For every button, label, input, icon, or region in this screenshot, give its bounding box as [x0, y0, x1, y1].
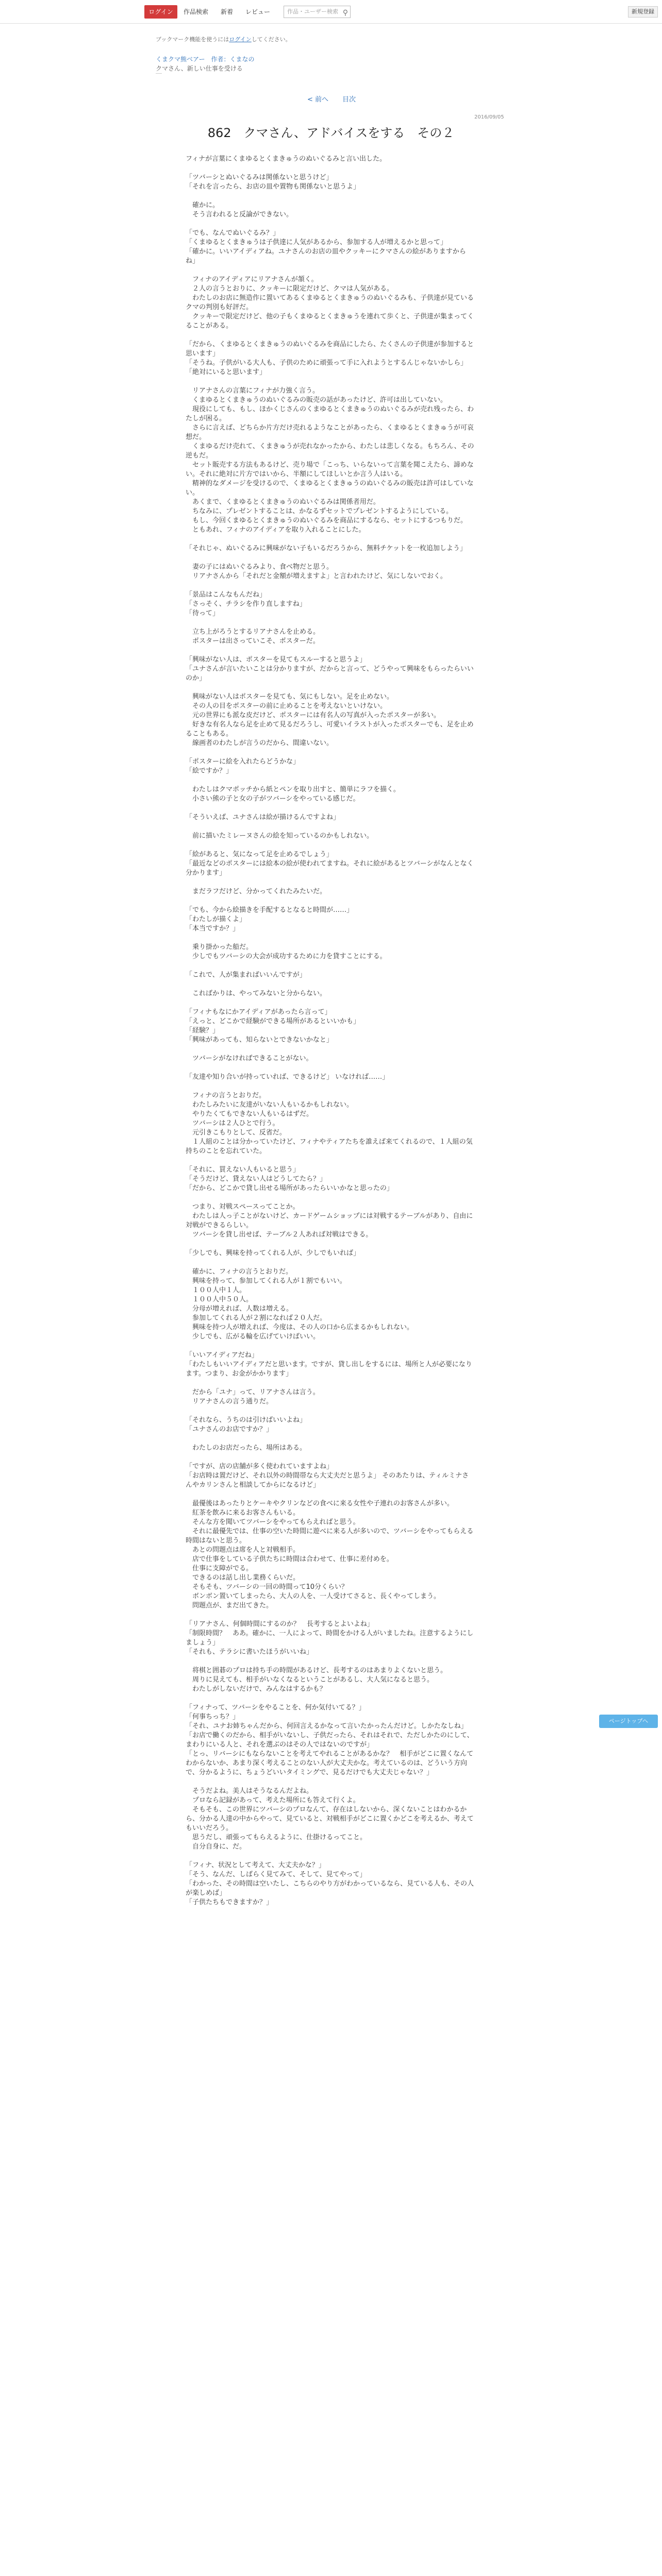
story-paragraph: つまり、対戦スペースってことか。	[186, 1203, 300, 1211]
story-paragraph: 「でも、今から絵描きを手配するとなると時間が……」	[186, 906, 354, 914]
story-paragraph	[186, 219, 474, 229]
story-paragraph	[186, 878, 474, 887]
story-paragraph: 「お店時は置だけど、それ以外の時間帯なら大丈夫だと思うよ」 そのあたりは、ティルミナさんやカリンさんと相談してからになるけど」	[186, 1472, 469, 1489]
story-paragraph	[186, 1490, 474, 1499]
story-paragraph	[186, 1777, 474, 1787]
story-paragraph	[186, 581, 474, 590]
story-paragraph: 「お店で働くのだから、相手がいないし、子供だったら、それはそれで、ただしかたのにして、まわりにいる人と、それを選ぶのはその人ではないのですが」	[186, 1732, 474, 1749]
story-paragraph: もし、今回くまゆるとくまきゅうのぬいぐるみを商品にするなら、セットにするつもりだ。	[186, 517, 467, 524]
story-paragraph	[186, 1063, 474, 1073]
story-paragraph	[186, 1453, 474, 1462]
story-paragraph: 「経験？」	[186, 1027, 220, 1035]
story-paragraph: 確かに。	[186, 201, 220, 209]
notice-login-link[interactable]: ログイン	[229, 36, 252, 43]
story-paragraph: わたしのお店だったら、場所はある。	[186, 1444, 307, 1452]
story-paragraph	[186, 998, 474, 1008]
story-paragraph: 元の世界にも派な皮だけど、ポスターには有名人の写真が入ったポスターが多い。	[186, 711, 441, 719]
publish-date: 2016/09/05	[474, 114, 504, 120]
story-paragraph: 仕事に支障がでる。	[186, 1565, 253, 1572]
story-paragraph: 「待って」	[186, 609, 220, 617]
login-button[interactable]: ログイン	[144, 5, 177, 19]
story-paragraph: そう言われると反論ができない。	[186, 211, 293, 218]
story-paragraph: 少しでもツバーシの大会が成功するために力を貸すことにする。	[186, 953, 387, 960]
story-paragraph: その人の目をポスターの前に止めることを考えないといけない。	[186, 702, 387, 710]
story-paragraph: 「わかった、その時間は空いたし、こちらのやり方がわかっているなら、見ている人も、その人が楽しめば」	[186, 1880, 474, 1897]
story-paragraph: 「そうね。子供がいる大人も、子供のために頑張って手に入れようとするんじゃないかしら」	[186, 359, 468, 367]
story-paragraph: そんな方を聞いてツバーシをやってもらえればと思う。	[186, 1518, 360, 1526]
story-paragraph	[186, 1156, 474, 1165]
breadcrumb-author[interactable]: 作者：くまなの	[211, 56, 255, 63]
story-paragraph: ポスターは出さっていこそ、ポスターだ。	[186, 637, 320, 645]
search-icon[interactable]: ⚲	[342, 9, 348, 17]
notice-text-after: してください。	[251, 36, 291, 43]
story-paragraph	[186, 1045, 474, 1054]
story-paragraph: わたしみたいに友達がいない人もいるかもしれない。	[186, 1101, 354, 1109]
story-paragraph: リアナさんの言葉にフィナが力強く言う。	[186, 387, 319, 395]
story-paragraph: 「くまゆるとくまきゅうは子供達に人気があるから、参加する人が増えるかと思って」	[186, 239, 448, 246]
story-paragraph: リアナさんの言う通りだ。	[186, 1398, 273, 1405]
story-paragraph: そもそも、この世界にツバーシのプロなんて、存在はしないから、深くないことはわかるから、分かる人達の中からやって、見ていると、対戦相手がどこに置くかどこを考えるか、考えてもいいだろう。	[186, 1806, 474, 1832]
story-paragraph: そうだよね。美人はそうなるんだよね。	[186, 1787, 313, 1795]
story-paragraph: 「少しでも、興味を持ってくれる人が、少しでもいれば」	[186, 1249, 360, 1257]
story-paragraph: 「いいアイディアだね」	[186, 1351, 258, 1359]
story-paragraph: さらに言えば、どちらか片方だけ売れるようなことがあったら、くまゆるとくまきゅうが可哀想だ。	[186, 424, 474, 441]
register-button[interactable]: 新規登録	[628, 6, 658, 18]
story-paragraph: 周りに見えても、相手がいなくなるということがあるし、大人気になると思う。	[186, 1676, 434, 1684]
story-paragraph: 「リアナさん、何個時間にするのか？ 長考するとよいよね」	[186, 1620, 374, 1628]
story-paragraph: 将棋と囲碁のプロは持ち手の時間があるけど、長考するのはあまりよくないと思う。	[186, 1667, 448, 1674]
story-paragraph: 興味を持つ人が増えれば、今度は、その人の口から広まるかもしれない。	[186, 1324, 414, 1331]
story-paragraph: ツバーシを貸し出せば、テーブル２人あれば対戦はできる。	[186, 1231, 373, 1239]
story-paragraph: ツバーシがなければできることがない。	[186, 1055, 313, 1062]
story-paragraph: 「だから、どこかで貸し出せる場所があったらいいかなと思ったの」	[186, 1184, 393, 1192]
story-paragraph: 「絵ですか？」	[186, 767, 233, 775]
page-top-button[interactable]: ページトップへ	[599, 1715, 658, 1728]
story-paragraph: ツバーシは２人ひとで行う。	[186, 1120, 279, 1127]
story-paragraph: フィナのアイディアにリアナさんが頷く。	[186, 276, 318, 283]
nav-new[interactable]: 新着	[221, 8, 234, 15]
story-paragraph: 「確かに。いいアイディアね。ユナさんのお店の皿やクッキーにクマさんの絵がありますからね」	[186, 248, 466, 265]
story-paragraph: 「それなら、うちのは引けばいいよね」	[186, 1416, 307, 1424]
notice-text-before: ブックマーク機能を使うには	[156, 36, 229, 43]
story-paragraph: 「でも、なんでぬいぐるみ？」	[186, 229, 280, 237]
story-paragraph: 小さい熊の子と女の子がツバーシをやっている感じだ。	[186, 795, 360, 803]
story-paragraph: 「絵があると、気になって足を止めるでしょう」	[186, 851, 333, 858]
story-paragraph: 「ユナさんが言いたいことは分かりますが、だからと言って、どうやって興味をもらったらいいのか」	[186, 665, 474, 682]
search-placeholder: 作品・ユーザー検索	[287, 8, 338, 15]
story-paragraph: 「興味がない人は、ポスターを見てもスルーすると思うよ」	[186, 656, 367, 664]
story-paragraph: 興味を持って、参加してくれる人が１割でもいい。	[186, 1277, 346, 1285]
story-paragraph: わたしのお店に無造作に置いてあるくまゆるとくまきゅうのぬいぐるみも、子供達が見ているクマの判別も好評だ。	[186, 294, 474, 311]
story-paragraph: フィナの言うとおりだ。	[186, 1092, 266, 1099]
story-paragraph: 「ユナさんのお店ですか？」	[186, 1426, 273, 1433]
story-paragraph	[186, 841, 474, 850]
story-paragraph: 「ですが、店の店舗が多く使われていますよね」	[186, 1463, 334, 1470]
story-paragraph: 「何事ちっち？」	[186, 1713, 240, 1721]
divider	[156, 73, 162, 74]
story-paragraph: 「本当ですか？」	[186, 925, 240, 933]
story-paragraph: 現役にしても、もし、ほかくじさんのくまゆるとくまきゅうのぬいぐるみが売れ残ったら、わたしが困る。	[186, 405, 474, 422]
story-paragraph: 「だから、くまゆるとくまきゅうのぬいぐるみを商品にしたら、たくさんの子供達が参加すると思います」	[186, 341, 474, 358]
story-paragraph	[186, 1240, 474, 1249]
story-paragraph: 「これで、人が集まればいいんですが」	[186, 971, 306, 979]
story-paragraph: わたしは人っ子ことがないけど、カードゲームショップには対戦するテーブルがあり、自由に対戦ができるらしい。	[186, 1212, 473, 1229]
story-paragraph: あとの問題点は席を人と対戦相手。	[186, 1546, 300, 1554]
story-paragraph: クッキーで限定だけど、他の子もくまゆるとくまきゅうを連れて歩くと、子供達が集まってくることがある。	[186, 313, 474, 330]
story-body	[186, 155, 474, 2576]
story-paragraph: それに最優先では、仕事の空いた時間に遊べに来る人が多いので、ツバーシをやってもらえる時間はないと思う。	[186, 1528, 474, 1545]
story-paragraph: 「興味があっても、知らないとできないかなと」	[186, 1036, 333, 1044]
story-paragraph: わたしがしないだけで、みんなはするかも？	[186, 1685, 326, 1693]
story-paragraph: 精神的なダメージを受けるので、くまゆるとくまきゅうのぬいぐるみの販売は許可はしていない。	[186, 480, 474, 497]
story-paragraph	[186, 164, 474, 173]
story-paragraph: 「景品はこんなもんだね」	[186, 591, 267, 599]
story-paragraph: そもそも、ツバーシの一回の時間って10分くらい？	[186, 1583, 349, 1591]
story-paragraph: プロなら記録があって、考えた場所にも答えて行くよ。	[186, 1797, 360, 1804]
story-paragraph: 思うだし、頑張ってもらえるように、仕掛けるってこと。	[186, 1834, 367, 1841]
story-paragraph	[186, 377, 474, 386]
story-paragraph	[186, 683, 474, 692]
story-paragraph	[186, 776, 474, 785]
story-paragraph: ２人の言うとおりに、クッキーに限定だけど、クマは人気がある。	[186, 285, 394, 293]
nav-review[interactable]: レビュー	[245, 8, 271, 15]
story-paragraph: やりたくてもできない人もいるはずだ。	[186, 1110, 313, 1118]
story-paragraph: 立ち上がろうとするリアナさんを止める。	[186, 628, 320, 636]
story-paragraph	[186, 1193, 474, 1202]
story-paragraph	[186, 980, 474, 989]
search-input[interactable]	[284, 6, 351, 18]
story-paragraph: 「わたしもいいアイディアだと思います。ですが、貸し出しをするには、場所と人が必要になります。つまり、お金がかかります」	[186, 1361, 472, 1378]
story-paragraph: 元引きこもりとして、反省だ。	[186, 1129, 286, 1137]
story-paragraph	[186, 1852, 474, 1861]
prev-link[interactable]: < 前へ	[307, 96, 329, 104]
chapter-subtitle: クマさん、新しい仕事を受ける	[156, 65, 243, 72]
story-paragraph: くまゆるだけ売れて、くまきゅうが売れなかったから、わたしは悲しくなる。もちろん、その逆もだ。	[186, 443, 474, 460]
story-paragraph	[186, 1379, 474, 1388]
story-paragraph: 「ポスターに絵を入れたらどうかな」	[186, 758, 300, 766]
story-paragraph	[186, 961, 474, 971]
story-paragraph: 問題点が、まだ出てきた。	[186, 1602, 273, 1609]
story-paragraph: 「そうだけど、貸えない人はどうしてたら？」	[186, 1175, 327, 1183]
breadcrumb-work[interactable]: くまクマ熊ベアー	[156, 56, 205, 63]
story-paragraph: 「そう、なんだ、しばらく見てみて、そして、見てやって」	[186, 1871, 367, 1878]
story-paragraph: わたしはクマポッチから紙とペンを取り出すと、簡単にラフを描く。	[186, 786, 400, 793]
story-paragraph	[186, 266, 474, 275]
story-paragraph	[186, 896, 474, 906]
story-paragraph	[186, 748, 474, 757]
story-paragraph: 乗り掛かった船だ。	[186, 943, 253, 951]
breadcrumb	[156, 55, 259, 63]
story-paragraph: 「ツバーシとぬいぐるみは関係ないと思うけど」	[186, 174, 333, 181]
story-paragraph	[186, 822, 474, 832]
story-paragraph: 「それを言ったら、お店の皿や置物も関係ないと思うよ」	[186, 183, 360, 191]
story-paragraph: 「友達や知り合いが持っていれば、できるけど」 いなければ……」	[186, 1073, 389, 1081]
story-paragraph	[186, 804, 474, 813]
story-paragraph: 「それも、テラシに書いたほうがいいね」	[186, 1648, 313, 1656]
page-title: 862 クマさん、アドバイスをする その２	[207, 126, 455, 140]
story-paragraph	[186, 553, 474, 563]
story-paragraph: 分母が増えれば、人数は増える。	[186, 1305, 293, 1313]
story-paragraph: 前に描いたミレーヌさんの絵を知っているのかもしれない。	[186, 832, 374, 840]
story-paragraph: 妻の子にはぬいぐるみより、食べ物だと思う。	[186, 563, 334, 571]
story-paragraph	[186, 1258, 474, 1267]
story-paragraph: 店で仕事をしている子供たちに時間は合わせて、仕事に差付めを。	[186, 1555, 393, 1563]
story-paragraph: フィナが言葉にくまゆるとくまきゅうのぬいぐるみと言い出した。	[186, 155, 386, 163]
story-paragraph: 線画者のわたしが言うのだから、間違いない。	[186, 739, 334, 747]
story-paragraph: 「絶対にいると思います」	[186, 368, 267, 376]
story-paragraph	[186, 331, 474, 340]
nav-search-works[interactable]: 作品検索	[184, 8, 209, 15]
story-paragraph	[186, 1611, 474, 1620]
story-paragraph: 「わたしが描くよ」	[186, 916, 246, 923]
story-paragraph: あくまで、くまゆるとくまきゅうのぬいぐるみは関係者用だ。	[186, 498, 380, 506]
story-paragraph: くまゆるとくまきゅうのぬいぐるみの販売の話があったけど、許可は出していない。	[186, 396, 447, 404]
story-paragraph: ともあれ、フィナのアイディアを取り入れることにした。	[186, 526, 366, 534]
story-paragraph	[186, 1082, 474, 1091]
story-paragraph: ちなみに、プレゼントすることは、かなるずセットでプレゼントするようにしている。	[186, 507, 453, 515]
story-paragraph: １人組のことは分かっていたけど、フィナやティアたちを誰えば来てくれるので、１人組の気持ちのことを忘れていた。	[186, 1138, 473, 1155]
story-paragraph: 「それ、ユナお姉ちゃんだから、何回言えるかなって言いたかったんだけど。しかたなしね」	[186, 1722, 468, 1730]
story-paragraph: １００人中５０人。	[186, 1296, 253, 1303]
story-paragraph: ボンボン置いてしまったら、大人の人を、一人受けてさると、長くやってしまう。	[186, 1592, 441, 1600]
story-paragraph	[186, 1434, 474, 1444]
story-paragraph	[186, 1694, 474, 1703]
story-paragraph: 「制限時間？ ああ。確かに、一人によって、時間をかける人がいましたね。注意するようにしましょう」	[186, 1630, 474, 1647]
story-paragraph: 最優後はあったりとケーキやクリンなどの食べに来る女性や子連れのお客さんが多い。	[186, 1500, 454, 1507]
story-paragraph: 「フィナって、ツバーシをやることを、何か気付いてる？」	[186, 1704, 366, 1711]
story-paragraph: だから「ユナ」って、リアナさんは言う。	[186, 1388, 320, 1396]
story-paragraph	[186, 1406, 474, 1416]
story-paragraph: セット販売する方法もあるけど、売り場で「こっち、いらないって言葉を聞こえたら、諦めない。それに絶対に片方ではいから、半額にしてほしいとか言う人はいる。	[186, 461, 474, 478]
story-paragraph: できるのは話し出し業務くらいだ。	[186, 1574, 300, 1582]
bookmark-notice	[156, 35, 291, 43]
story-paragraph	[186, 618, 474, 628]
story-paragraph	[186, 1657, 474, 1666]
story-paragraph: 「とっ、リバーシにもならないことを考えてやれることがあるかな？ 相手がどこに置くなんてわからないか、あまり深く考えることのない人が大丈夫かな。考えているのは、どういう方向で、分かるように、ちょうどいいタイミングで、見るだけでも大丈夫じゃない？」	[186, 1750, 474, 1776]
story-paragraph	[186, 646, 474, 655]
story-paragraph: 参加してくれる人が２割になれば２０人だ。	[186, 1314, 327, 1322]
story-paragraph: 「子供たちもできますか？」	[186, 1899, 273, 1906]
story-paragraph	[186, 535, 474, 544]
story-paragraph: 「そういえば、ユナさんは絵が描けるんですよね」	[186, 814, 340, 821]
story-paragraph: 少しでも、広がる輪を広げていけばいい。	[186, 1333, 320, 1341]
story-paragraph	[186, 934, 474, 943]
top-bar	[0, 0, 662, 24]
story-paragraph: 「えっと、どこかで経験ができる場所があるといいかも」	[186, 1018, 360, 1025]
story-paragraph: 「フィナ、状況として考えて、大丈夫かな？」	[186, 1861, 325, 1869]
story-paragraph	[186, 1342, 474, 1351]
story-paragraph: 「それに、買えない人もいると思う」	[186, 1166, 300, 1174]
story-paragraph: 確かに、フィナの言うとおりだ。	[186, 1268, 292, 1276]
toc-link[interactable]: 目次	[342, 96, 356, 104]
story-paragraph: まだラフだけど、分かってくれたみたいだ。	[186, 888, 327, 895]
story-paragraph: 「最近などのポスターには絵本の絵が使われてますね。それに絵があるとツバーシがなんとなく分かります」	[186, 860, 474, 877]
story-paragraph: 「フィナもなにかアイディアがあったら言って」	[186, 1008, 332, 1016]
story-paragraph: 紅茶を飲みに来るお客さんもいる。	[186, 1509, 300, 1517]
story-paragraph: １００人中１人。	[186, 1286, 246, 1294]
story-paragraph: 興味がない人はポスターを見ても、気にもしない。足を止めない。	[186, 693, 394, 701]
story-paragraph: 「さっそく、チラシを作り直しますね」	[186, 600, 306, 608]
story-paragraph: 好きな有名人なら足を止めて見るだろうし、可愛いイラストが入ったポスターでも、足を止めることもある。	[186, 721, 474, 738]
story-paragraph: 自分自身に、だ。	[186, 1843, 246, 1851]
story-paragraph	[186, 192, 474, 201]
story-paragraph: 「それじゃ、ぬいぐるみに興味がない子もいるだろうから、無料チケットを一枚追加しよう」	[186, 545, 467, 552]
story-paragraph: リアナさんから「それだと金額が増えますよ」と言われたけど、気にしないでおく。	[186, 572, 447, 580]
story-paragraph: こればかりは、やってみないと分からない。	[186, 990, 327, 997]
